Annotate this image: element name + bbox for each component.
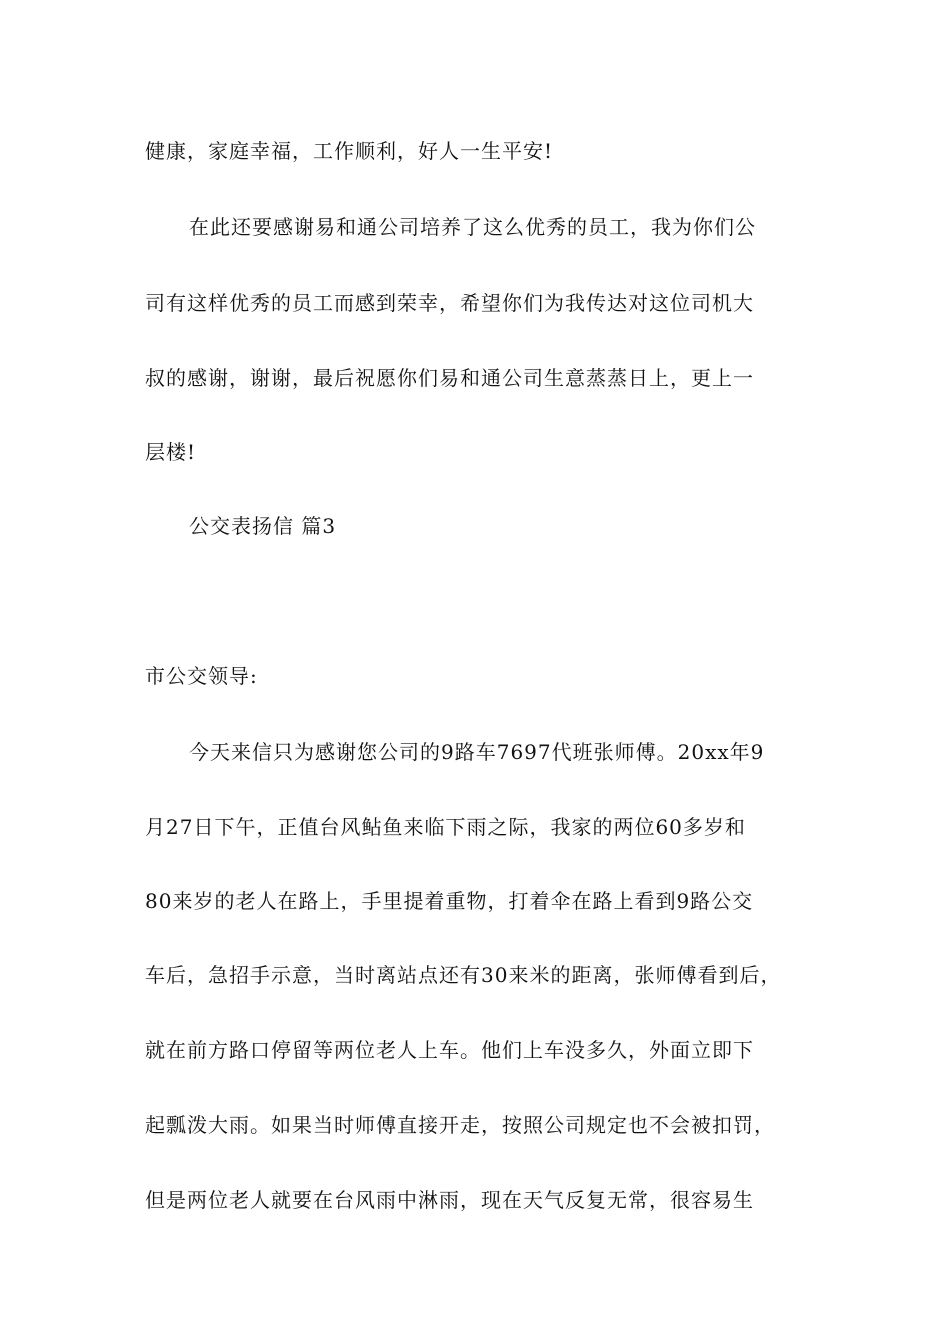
paragraph-line: 在此还要感谢易和通公司培养了这么优秀的员工，我为你们公 (189, 215, 756, 239)
paragraph-line: 80来岁的老人在路上，手里提着重物，打着伞在路上看到9路公交 (145, 889, 754, 913)
paragraph-line: 健康，家庭幸福，工作顺利，好人一生平安! (145, 139, 554, 163)
paragraph-line: 司有这样优秀的员工而感到荣幸，希望你们为我传达对这位司机大 (145, 291, 754, 315)
paragraph-line: 今天来信只为感谢您公司的9路车7697代班张师傅。20xx年9 (189, 740, 765, 764)
paragraph-line: 就在前方路口停留等两位老人上车。他们上车没多久，外面立即下 (145, 1038, 754, 1062)
section-heading: 公交表扬信 篇3 (189, 514, 337, 538)
paragraph-line: 月27日下午，正值台风鲇鱼来临下雨之际，我家的两位60多岁和 (145, 815, 746, 839)
paragraph-line: 但是两位老人就要在台风雨中淋雨，现在天气反复无常，很容易生 (145, 1188, 754, 1212)
paragraph-line: 车后，急招手示意，当时离站点还有30来米的距离，张师傅看到后， (145, 963, 782, 987)
salutation: 市公交领导: (145, 664, 258, 688)
paragraph-line: 起瓢泼大雨。如果当时师傅直接开走，按照公司规定也不会被扣罚， (145, 1113, 775, 1137)
paragraph-line: 层楼! (145, 440, 197, 464)
paragraph-line: 叔的感谢，谢谢，最后祝愿你们易和通公司生意蒸蒸日上，更上一 (145, 366, 754, 390)
